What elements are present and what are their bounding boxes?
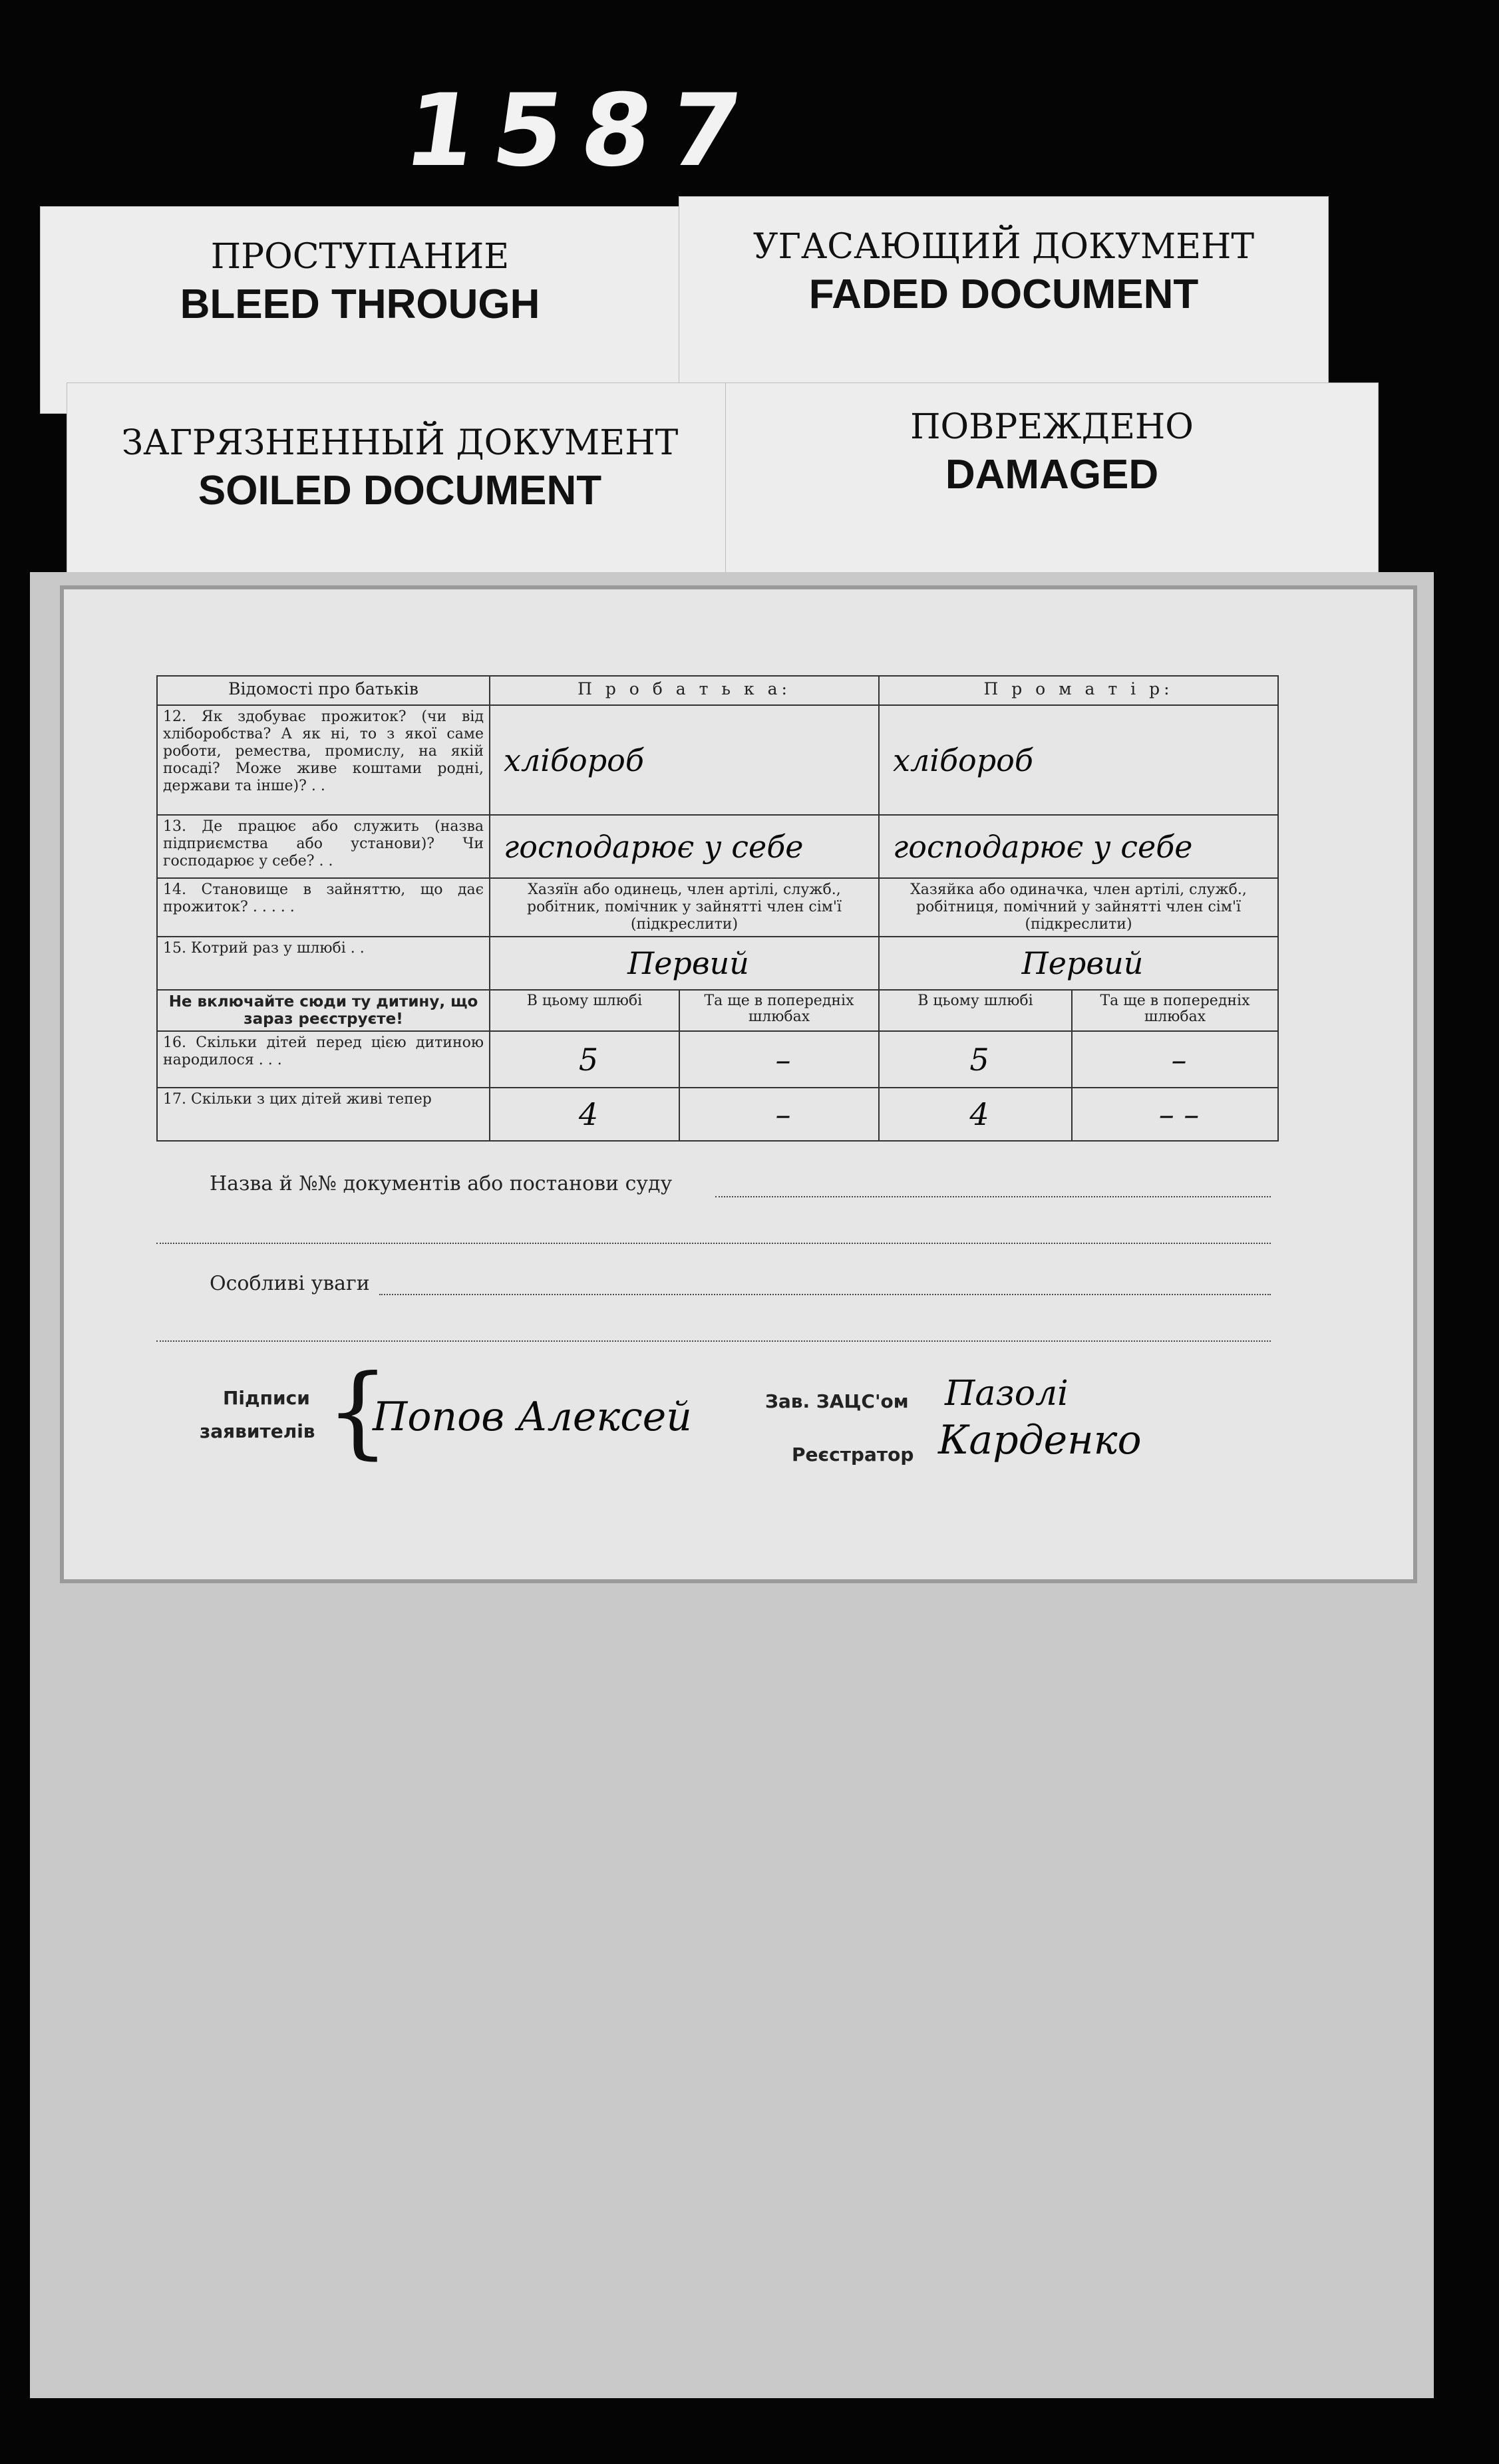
table-row [157,705,1278,815]
father-current-marriage-header: В цьому шлюбі [490,990,679,1031]
head-signature: Пазолі [945,1374,1069,1414]
father-workplace: господарює у себе [490,815,879,878]
mother-workplace: господарює у себе [879,815,1278,878]
card-ru-label: ПОВРЕЖДЕНО [910,407,1194,447]
father-children-born-previous: – [679,1031,879,1088]
mother-children-alive-current: 4 [879,1088,1072,1141]
faded-document-card [679,196,1329,390]
mother-status-options: Хазяйка або одиначка, член артілі, служб., робітниця, помічний у зайнятті член сім'ї (підкреслити) [879,878,1278,937]
registrar-signature: Карденко [938,1417,1142,1463]
documents-label: Назва й №№ документів або постанови суду [210,1172,673,1195]
question-13: 13. Де працює або служить (назва підприємства або установи)? Чи господарює у себе? . . [157,815,490,878]
remarks-line-2 [156,1340,1271,1342]
exclusion-note: Не включайте сюди ту дитину, що зараз реєструєте! [157,990,490,1031]
father-children-alive-current: 4 [490,1088,679,1141]
registrar-label: Реєстратор [792,1444,914,1465]
question-17: 17. Скільки з цих дітей живі тепер [157,1088,490,1141]
mother-children-born-previous: – [1072,1031,1278,1088]
card-ru-label: УГАСАЮЩИЙ ДОКУМЕНТ [752,227,1255,267]
table-header-row [157,676,1278,705]
question-12: 12. Як здобуває прожиток? (чи від хліборобства? А як ні, то з якої саме роботи, ремества, промислу, на якій посаді? Може живе коштами родні, держави та інше)? . . [157,705,490,815]
card-en-label: SOILED DOCUMENT [198,468,602,514]
father-occupation: хлібороб [490,705,879,815]
remarks-label: Особливі уваги [210,1272,370,1295]
signatures-brace: { [326,1354,390,1469]
father-status-options: Хазяїн або одинець, член артілі, служб., робітник, помічник у зайнятті член сім'ї (підкреслити) [490,878,879,937]
header-info: Відомості про батьків [157,676,490,705]
head-label: Зав. ЗАЦС'ом [765,1390,909,1412]
table-row [157,1088,1278,1141]
card-en-label: FADED DOCUMENT [808,271,1199,317]
header-father: П р о б а т ь к а: [490,676,879,705]
mother-children-alive-previous: – – [1072,1088,1278,1141]
damaged-card [725,383,1379,583]
mother-marriage-number: Первий [879,937,1278,990]
card-en-label: DAMAGED [945,452,1159,498]
documents-line [715,1196,1271,1197]
father-previous-marriages-header: Та ще в попередніх шлюбах [679,990,879,1031]
table-subheader-row [157,990,1278,1031]
mother-occupation: хлібороб [879,705,1278,815]
card-ru-label: ЗАГРЯЗНЕННЫЙ ДОКУМЕНТ [121,423,679,463]
question-14: 14. Становище в зайняттю, що дає прожиток? . . . . . [157,878,490,937]
parents-info-table [156,675,1279,1142]
father-marriage-number: Первий [490,937,879,990]
father-children-born-current: 5 [490,1031,679,1088]
documents-line-2 [156,1243,1271,1244]
card-ru-label: ПРОСТУПАНИЕ [210,237,510,277]
table-row [157,815,1278,878]
applicant-signature: Попов Алексей [373,1394,692,1440]
soiled-document-card [67,383,733,583]
remarks-line [379,1294,1271,1295]
table-row [157,878,1278,937]
father-children-alive-previous: – [679,1088,879,1141]
table-row [157,937,1278,990]
question-15: 15. Котрий раз у шлюбі . . [157,937,490,990]
mother-current-marriage-header: В цьому шлюбі [879,990,1072,1031]
signatures-label-line2: заявителів [200,1420,315,1442]
question-16: 16. Скільки дітей перед цією дитиною народилося . . . [157,1031,490,1088]
mother-children-born-current: 5 [879,1031,1072,1088]
mother-previous-marriages-header: Та ще в попередніх шлюбах [1072,990,1278,1031]
table-row [157,1031,1278,1088]
card-en-label: BLEED THROUGH [180,281,540,327]
frame-number: 1587 [397,73,766,189]
header-mother: П р о м а т і р: [879,676,1278,705]
signatures-label-line1: Підписи [223,1387,310,1409]
